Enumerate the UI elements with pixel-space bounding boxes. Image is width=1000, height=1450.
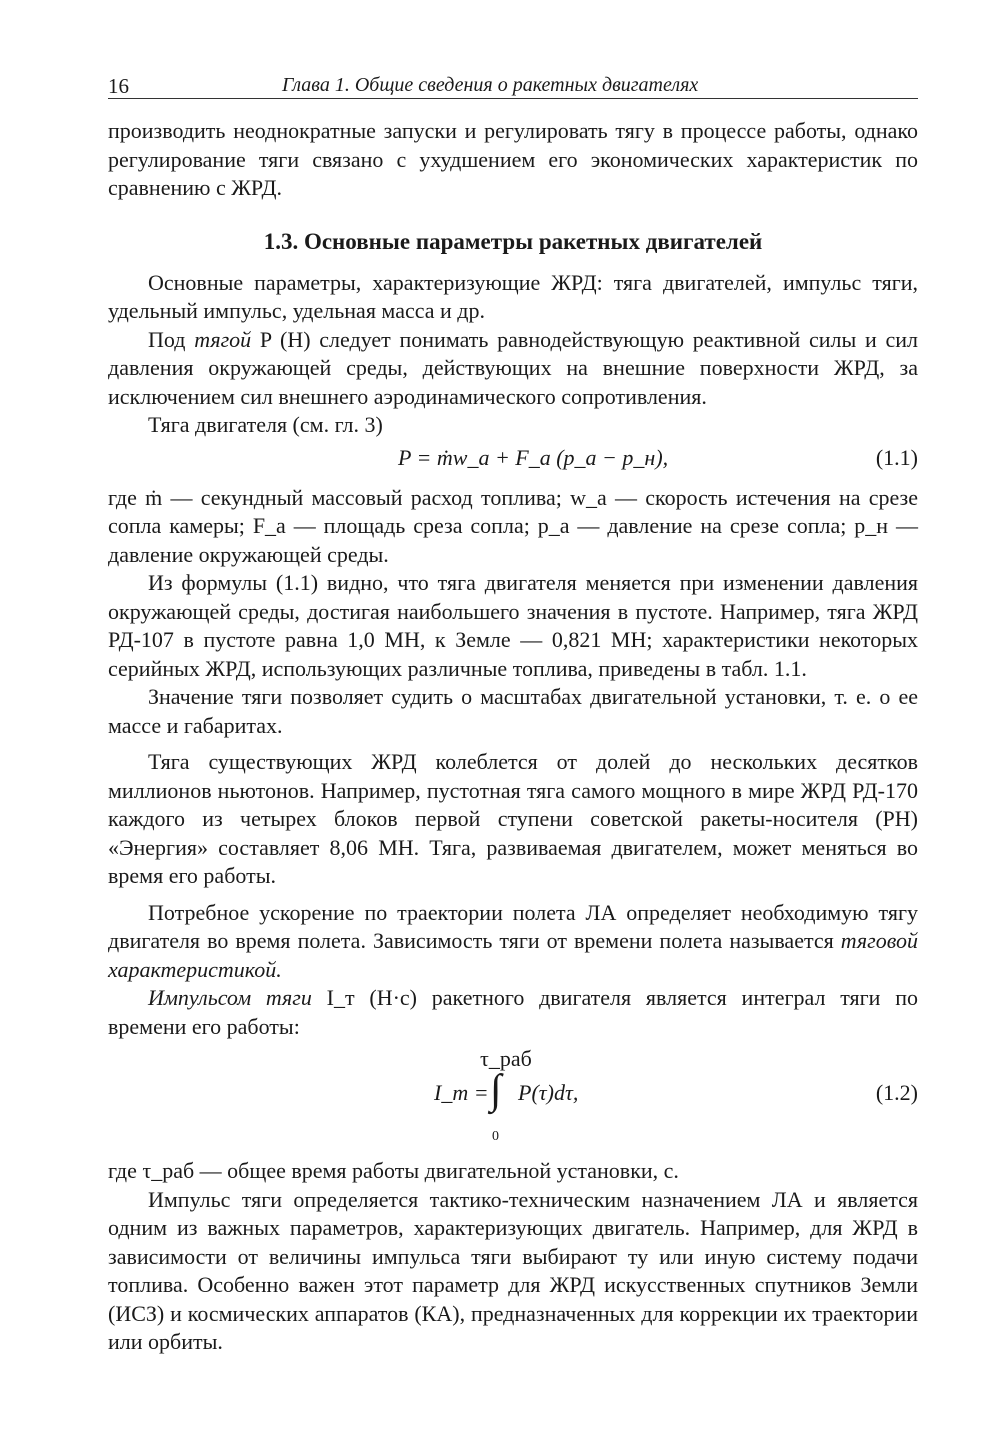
integral-lower-limit: 0 <box>492 1129 499 1144</box>
paragraph-thrust-intro: Тяга двигателя (см. гл. 3) <box>148 412 383 437</box>
formula-1-2-integrand: P(τ)dτ, <box>518 1080 579 1105</box>
page-number: 16 <box>108 74 129 98</box>
paragraph-thrust-scale: Значение тяги позволяет судить о масштабах двигательной установки, т. е. о ее массе и габаритах. <box>108 684 918 738</box>
formula-1-1 <box>108 442 918 482</box>
formula-1-2-lhs: I_т = <box>434 1080 489 1105</box>
paragraph-thrust-definition <box>108 326 918 412</box>
formula-1-1-legend: где ṁ — секундный массовый расход топлива; w_a — скорость истечения на срезе сопла камеры; F_a — площадь среза сопла; p_a — давление на срезе сопла; p_н — давление окружающей среды. <box>108 484 918 567</box>
paragraph-parameters: Основные параметры, характеризующие ЖРД: тяга двигателей, импульс тяги, удельный импульс, удельная масса и др. <box>108 269 918 323</box>
formula-1-2-number: (1.2) <box>875 1080 918 1105</box>
integral-sign: ∫ <box>490 1067 502 1113</box>
section-title: 1.3. Основные параметры ракетных двигателей <box>263 228 763 254</box>
running-title: Глава 1. Общие сведения о ракетных двигателях <box>282 74 699 96</box>
formula-1-2 <box>108 1045 918 1153</box>
integral-upper-limit: τ_раб <box>480 1046 532 1071</box>
formula-1-1-expression: P = ṁw_a + F_a (p_a − p_н), <box>398 444 669 470</box>
paragraph-rd107: Из формулы (1.1) видно, что тяга двигателя меняется при изменении давления окружающей среды, достигая наибольшего значения в пустоте. Например, тяга ЖРД РД-107 в пустоте равна 1,0 МН, к Земле — 0,821 МН; характеристики некоторых серийных ЖРД, использующих различные топлива, приведены в табл. 1.1. <box>108 570 918 681</box>
term-impulse: Импульсом тяги <box>148 985 312 1010</box>
paragraph-impulse-definition <box>108 984 918 1041</box>
impulse-def-text: I_т (Н·с) ракетного двигателя является интеграл тяги по времени его работы: <box>108 985 919 1039</box>
thrust-char-text: Потребное ускорение по траектории полета ЛА определяет необходимую тягу двигателя во время полета. Зависимость тяги от времени полета называется <box>108 899 918 953</box>
page-body <box>108 117 918 1357</box>
thrust-def-text: P (H) следует понимать равнодействующую реактивной силы и сил давления окружающей среды, действующих на внешние поверхности ЖРД, за исключением сил внешнего аэродинамического сопротивления. <box>108 326 919 409</box>
term-thrust-characteristic: тяговой характеристикой. <box>108 928 918 982</box>
paragraph-rd170: Тяга существующих ЖРД колеблется от долей до нескольких десятков миллионов ньютонов. Например, пустотная тяга самого мощного в мире ЖРД РД-170 каждого из четырех блоков первой ступени советской ракеты-носителя (РН) «Энергия» составляет 8,06 МН. Тяга, развиваемая двигателем, может меняться во время его работы. <box>108 749 918 888</box>
formula-1-2-legend: где τ_раб — общее время работы двигательной установки, с. <box>108 1158 679 1183</box>
paragraph-thrust-characteristic <box>108 899 918 985</box>
thrust-def-lead: Под <box>148 326 186 352</box>
running-header <box>108 72 918 99</box>
intro-paragraph: производить неоднократные запуски и регулировать тягу в процессе работы, однако регулирование тяги связано с ухудшением его экономических характеристик по сравнению с ЖРД. <box>108 118 918 200</box>
formula-1-1-number: (1.1) <box>875 444 918 470</box>
paragraph-impulse-importance: Импульс тяги определяется тактико-техническим назначением ЛА и является одним из важных параметров, характеризующих двигатель. Например, для ЖРД в зависимости от величины импульса тяги выбирают ту или иную систему подачи топлива. Особенно важен этот параметр для ЖРД искусственных спутников Земли (ИСЗ) и космических аппаратов (КА), предназначенных для коррекции их траектории или орбиты. <box>108 1186 918 1354</box>
term-thrust: тягой <box>194 326 252 352</box>
